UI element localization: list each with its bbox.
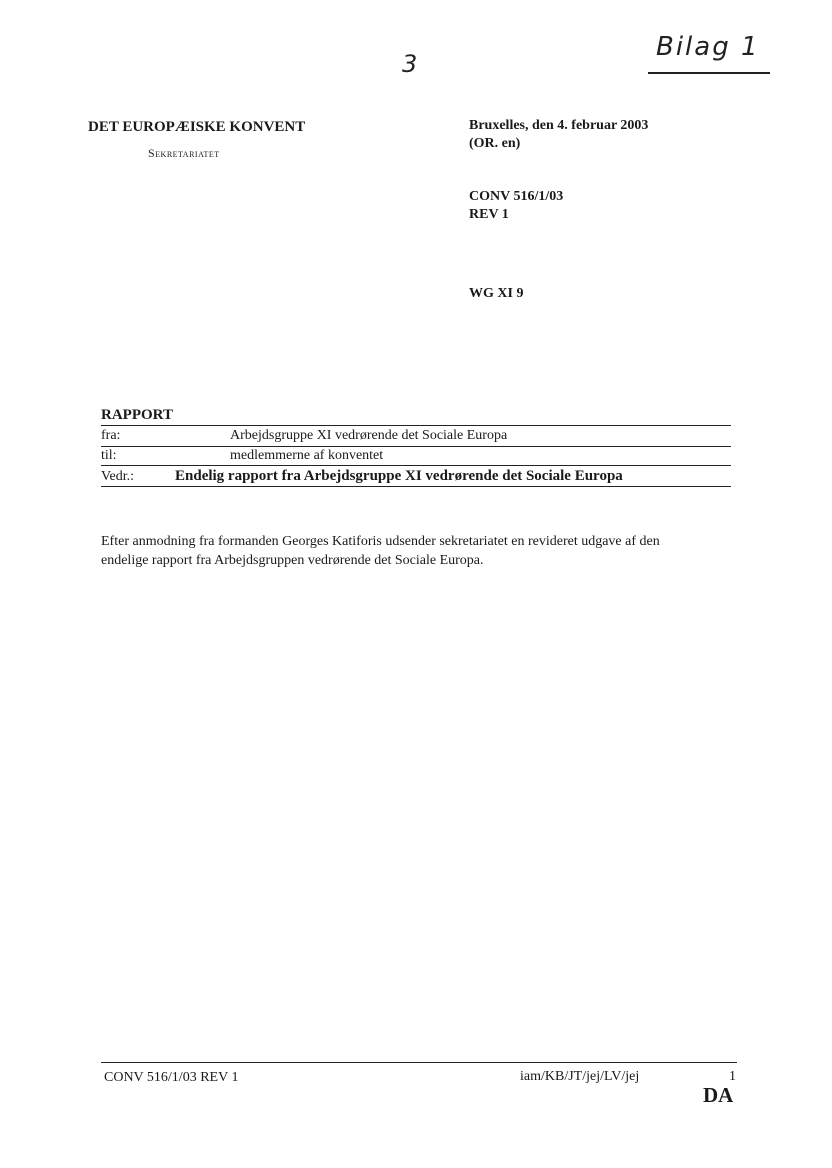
- report-row-subject-label: Vedr.:: [101, 469, 135, 484]
- report-row-from-rule: [101, 446, 731, 447]
- handwritten-page-mark: 3: [402, 50, 418, 78]
- body-paragraph-line-2: endelige rapport fra Arbejdsgruppen vedrørende det Sociale Europa.: [101, 553, 484, 568]
- report-row-from-value: Arbejdsgruppe XI vedrørende det Sociale Europa: [230, 428, 508, 443]
- report-row-to-value: medlemmerne af konventet: [230, 448, 384, 463]
- report-row-subject-value: Endelig rapport fra Arbejdsgruppe XI vedrørende det Sociale Europa: [175, 468, 623, 484]
- document-date: Bruxelles, den 4. februar 2003: [469, 118, 649, 133]
- footer-rule: [101, 1062, 737, 1063]
- report-row-from-label: fra:: [101, 428, 121, 443]
- report-heading-rule: [101, 425, 731, 426]
- footer-page-number: 1: [729, 1069, 736, 1084]
- organization-name: DET EUROPÆISKE KONVENT: [88, 119, 306, 135]
- original-language: (OR. en): [469, 136, 521, 151]
- report-row-to-rule: [101, 465, 731, 466]
- body-paragraph-line-1: Efter anmodning fra formanden Georges Katiforis udsender sekretariatet en revideret udgave af den: [101, 534, 660, 549]
- footer-doc-ref: CONV 516/1/03 REV 1: [104, 1070, 239, 1085]
- report-row-to-label: til:: [101, 448, 117, 463]
- report-heading: RAPPORT: [101, 407, 173, 423]
- document-number: CONV 516/1/03: [469, 189, 564, 204]
- working-group-code: WG XI 9: [469, 286, 524, 301]
- handwritten-underline: [648, 72, 770, 74]
- revision-number: REV 1: [469, 207, 509, 222]
- report-row-subject-rule: [101, 486, 731, 487]
- secretariat-label: Sekretariatet: [148, 146, 220, 160]
- footer-language: DA: [703, 1083, 734, 1107]
- footer-initials: iam/KB/JT/jej/LV/jej: [520, 1069, 640, 1084]
- handwritten-annex-mark: Bilag 1: [656, 32, 760, 62]
